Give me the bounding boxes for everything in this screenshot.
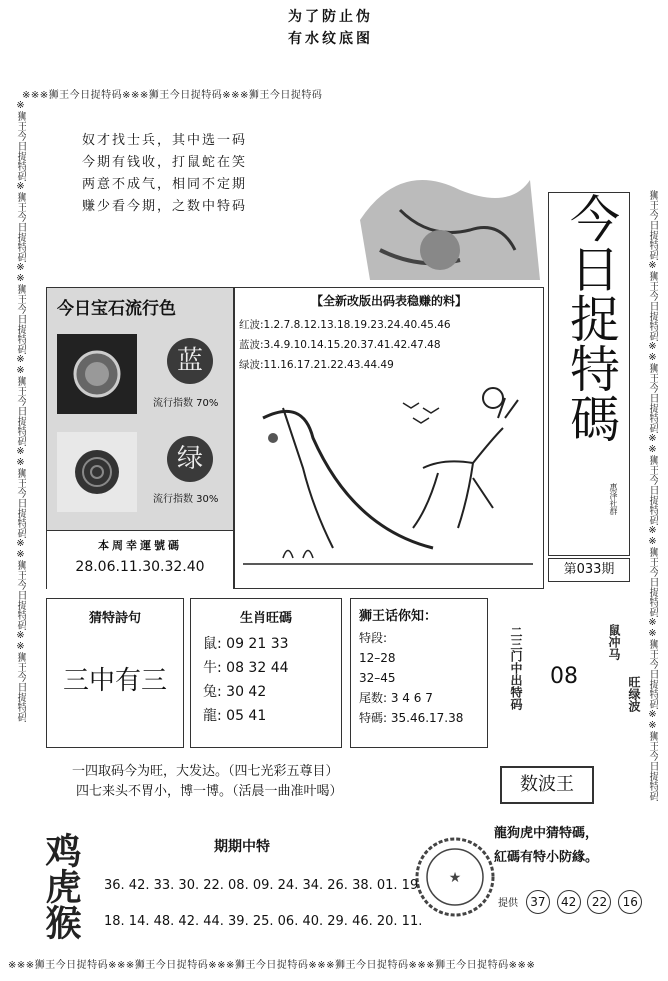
- zodiac-codes-box: [190, 598, 342, 748]
- blue-wave-line: 蓝波:3.4.9.10.14.15.20.37.41.42.47.48: [239, 339, 441, 351]
- gem-panel: [46, 287, 234, 589]
- provide-label: 提供: [498, 898, 518, 909]
- gem-ring-image-2: [57, 432, 137, 512]
- intro-poem-line: 两意不成气，相同不定期: [82, 177, 248, 192]
- weekly-lucky-numbers: 28.06.11.30.32.40: [75, 559, 205, 575]
- red-wave-line: 红波:1.2.7.8.12.13.18.19.23.24.40.45.46: [239, 319, 451, 331]
- door-panel: [496, 598, 642, 746]
- wave-king-text: [494, 822, 598, 870]
- masthead-box: [548, 192, 630, 556]
- intro-poem-line: 今期有钱收，打鼠蛇在笑: [82, 155, 248, 170]
- bottom-border-strip: ※※※狮王今日捉特码※※※狮王今日捉特码※※※狮王今日捉特码※※※狮王今日捉特码※※※狮王今日捉特码※※※: [8, 960, 536, 971]
- periodic-title: 期期中特: [214, 839, 270, 855]
- zodiac-row: 牛: 08 32 44: [203, 660, 289, 676]
- right-border-strip: 狮王今日捉特码※狮王今日捉特码※※狮王今日捉特码※※狮王今日捉特码※※狮王今日捉特码※※狮王今日捉特码※※狮王今日捉特码: [647, 190, 658, 801]
- lion-says-box: [350, 598, 488, 748]
- wave-panel: [234, 287, 544, 589]
- wave-panel-title: 【全新改版出码表稳赚的料】: [310, 294, 467, 308]
- intro-poem-line: 奴才找士兵，其中选一码: [82, 133, 248, 148]
- svg-text:★: ★: [448, 870, 462, 886]
- top-border-strip: ※※※狮王今日捉特码※※※狮王今日捉特码※※※狮王今日捉特码: [22, 90, 323, 101]
- lottery-lines: [72, 762, 343, 802]
- weekly-lucky-title: 本周幸運號碼: [98, 539, 182, 552]
- circled-number: 42: [557, 890, 581, 914]
- guess-poem-title: 猜特詩句: [88, 611, 141, 626]
- masthead-title: 今日捉特碼: [562, 193, 620, 443]
- header-line-2: 有水纹底图: [288, 31, 373, 47]
- periodic-row-2: 18. 14. 48. 42. 44. 39. 25. 06. 40. 29. 46. 20. 11.: [104, 914, 423, 929]
- door-panel-left: 二三门中出特码: [509, 626, 523, 710]
- wave-list: [239, 315, 543, 375]
- issue-number: 第033期: [548, 558, 630, 582]
- door-panel-right-2: 旺绿波: [627, 676, 641, 712]
- header-line-1: 为了防止伪: [288, 9, 373, 25]
- lion-says-line: 特段:: [359, 631, 388, 645]
- zodiac-codes-list: [203, 632, 341, 728]
- lottery-line-1: 一四取码今为旺，大发达。（四七光彩五尊目）: [72, 764, 339, 779]
- lion-illustration: [340, 120, 540, 280]
- green-index-label: 流行指数 30%: [153, 494, 219, 505]
- color-badge-blue: 蓝: [167, 338, 213, 384]
- intro-poem: [82, 130, 247, 218]
- wave-king-line-2: 紅碼有特小防緣。: [494, 850, 599, 865]
- guess-poem-text: 三中有三: [62, 666, 167, 696]
- zodiac-row: 兔: 30 42: [203, 684, 267, 700]
- deer-illustration: [243, 378, 533, 578]
- lion-says-list: [359, 628, 487, 728]
- wave-king-line-1: 龍狗虎中猜特碼，: [494, 826, 599, 841]
- green-wave-line: 绿波:11.16.17.21.22.43.44.49: [239, 359, 394, 371]
- zodiac-codes-title: 生肖旺碼: [239, 611, 292, 626]
- company-seal: [412, 834, 498, 920]
- publisher-label: 惠泽社群: [609, 483, 618, 515]
- lion-says-title: 狮王话你知：: [359, 609, 438, 624]
- color-badge-green: 绿: [167, 436, 213, 482]
- lion-says-line: 32–45: [359, 671, 396, 685]
- zodiac-row: 龍: 05 41: [203, 708, 267, 724]
- intro-poem-line: 赚少看今期，之数中特码: [82, 199, 248, 214]
- gem-ring-image: [57, 334, 137, 414]
- lion-says-line: 12–28: [359, 651, 396, 665]
- circled-number: 37: [526, 890, 550, 914]
- wave-king-numbers: [498, 890, 645, 914]
- door-panel-right-1: 鼠冲马: [607, 624, 621, 660]
- lion-says-line: 尾数: 3 4 6 7: [359, 691, 433, 705]
- circled-number: 16: [618, 890, 642, 914]
- periodic-row-1: 36. 42. 33. 30. 22. 08. 09. 24. 34. 26. 38. 01. 19: [104, 878, 419, 893]
- lottery-line-2: 四七来头不胃小，博一博。（活晨一曲准叶喝）: [76, 784, 343, 799]
- gem-panel-title: 今日宝石流行色: [57, 299, 176, 319]
- bottom-zodiac: 鸡虎猴: [40, 832, 81, 940]
- lion-says-line: 特碼: 35.46.17.38: [359, 711, 464, 725]
- left-border-strip: ※狮王今日捉特码※狮王今日捉特码※※狮王今日捉特码※※狮王今日捉特码※※狮王今日捉特码※※狮王今日捉特码※※狮王今日捉特码: [15, 100, 26, 722]
- wave-king-title: 数波王: [500, 766, 594, 804]
- zodiac-row: 鼠: 09 21 33: [203, 636, 289, 652]
- blue-index-label: 流行指数 70%: [153, 398, 219, 409]
- guess-poem-box: [46, 598, 184, 748]
- circled-number: 22: [587, 890, 611, 914]
- door-panel-number: 08: [550, 664, 578, 689]
